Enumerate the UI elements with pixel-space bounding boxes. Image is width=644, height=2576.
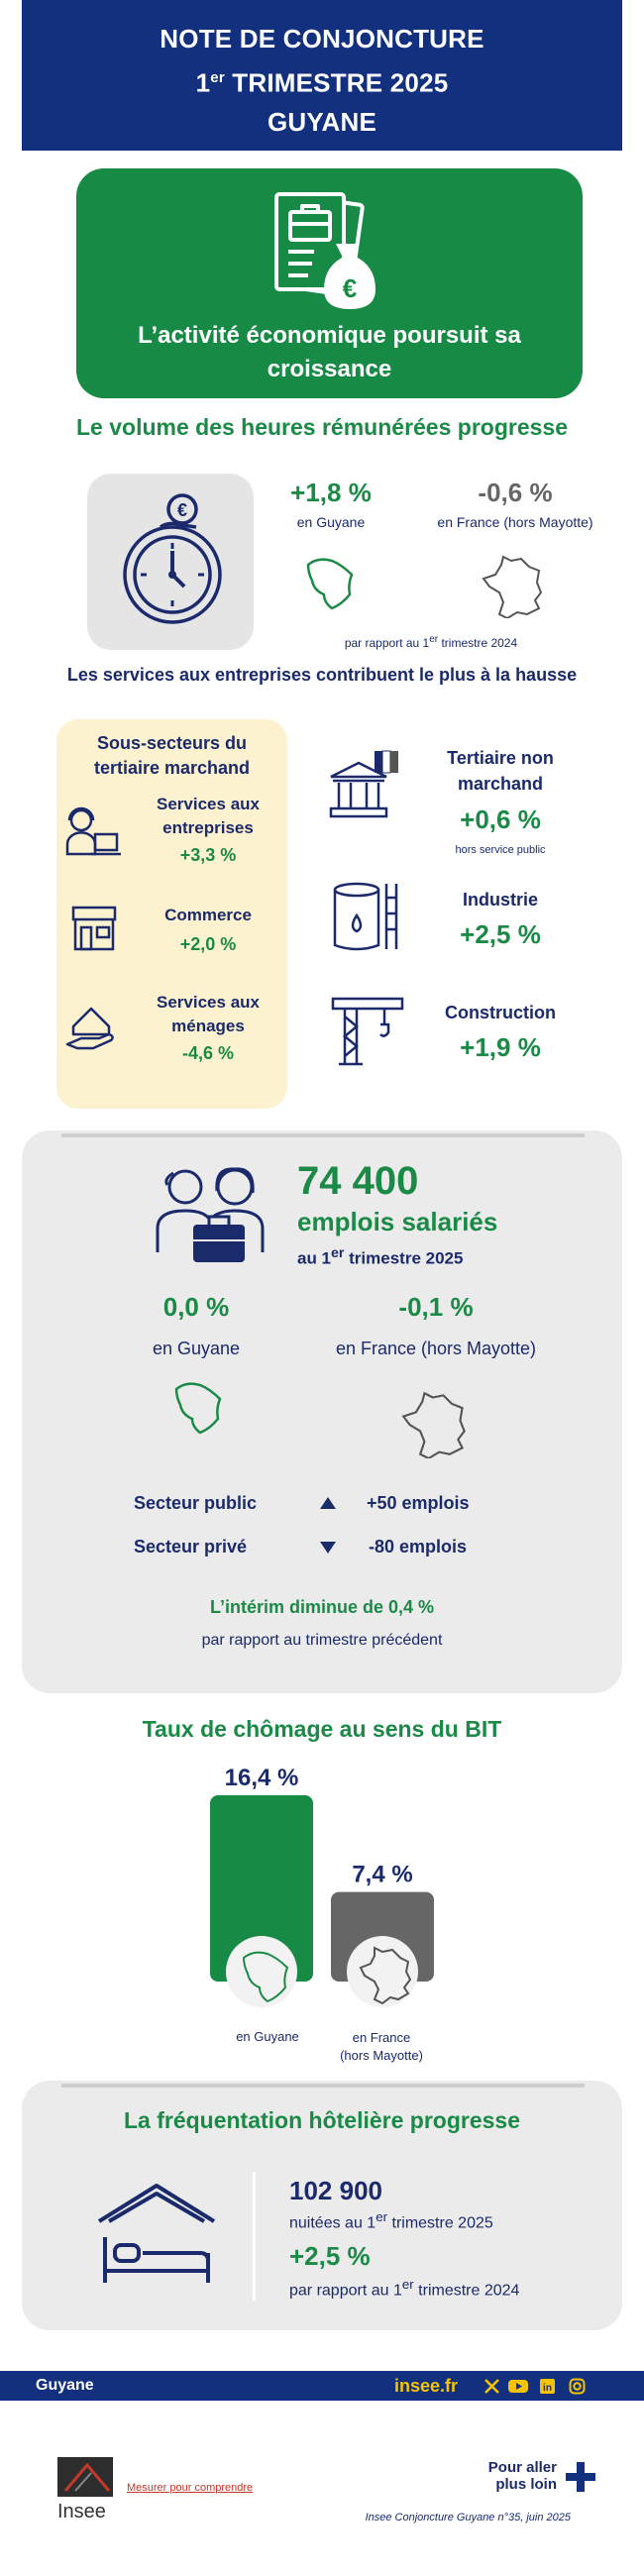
- interim-text: L’intérim diminue de 0,4 %: [209, 1597, 435, 1617]
- crane-icon: [331, 995, 404, 1066]
- svg-text:€: €: [342, 273, 358, 303]
- hand-house-icon: [63, 997, 127, 1060]
- insee-tagline: Mesurer pour comprendre: [127, 2482, 254, 2494]
- unemployment-title: Taux de chômage au sens du BIT: [142, 1716, 502, 1742]
- emp-guyane-block: [109, 1292, 283, 1359]
- footer-region: Guyane: [36, 2377, 94, 2394]
- hotel-nights-label: nuitées au 1er trimestre 2025: [289, 2209, 493, 2232]
- bar-value-label-guyane: 16,4 %: [224, 1765, 299, 1791]
- footer-site-link[interactable]: insee.fr: [394, 2376, 459, 2396]
- activity-banner: [76, 168, 583, 398]
- unemp-guyane-label: en Guyane: [236, 2029, 299, 2044]
- emp-guyane-map-icon: [168, 1379, 228, 1445]
- triangle-up-icon: [319, 1496, 337, 1510]
- emp-france-value: -0,1 %: [398, 1292, 474, 1322]
- tnm-label: Tertiaire non marchand: [447, 748, 554, 794]
- subsector-value-1: +3,3 %: [179, 845, 237, 865]
- emp-france-label: en France (hors Mayotte): [335, 1339, 537, 1358]
- documents-money-icon: [255, 186, 403, 313]
- public-sector-label: Secteur public: [134, 1493, 258, 1513]
- public-sector-value: +50 emplois: [367, 1493, 470, 1513]
- citation: Insee Conjoncture Guyane n°35, juin 2025: [365, 2512, 571, 2523]
- tnm-note: hors service public: [455, 844, 546, 856]
- more-info-link[interactable]: Pour aller plus loin: [487, 2459, 557, 2493]
- insee-logo-text: Insee: [57, 2501, 106, 2522]
- hours-guyane-label: en Guyane: [296, 514, 366, 530]
- employment-period: au 1er trimestre 2025: [297, 1245, 464, 1268]
- industrie-value: +2,5 %: [460, 919, 541, 949]
- subsector-label-2: Commerce: [164, 906, 252, 924]
- banner-title: L’activité économique poursuit sa croissance: [138, 322, 521, 382]
- hotel-box-divider: [61, 2084, 585, 2088]
- subsector-label-3: Services aux ménages: [157, 993, 260, 1035]
- interim-note: par rapport au trimestre précédent: [201, 1632, 443, 1649]
- hours-france-value: -0,6 %: [478, 478, 553, 507]
- hotel-title: La fréquentation hôtelière progresse: [123, 2107, 521, 2133]
- hours-guyane-value: +1,8 %: [290, 478, 372, 507]
- stopwatch-euro-icon: [111, 487, 230, 636]
- private-sector-label: Secteur privé: [134, 1537, 248, 1556]
- header-line-2: 1er TRIMESTRE 2025: [195, 67, 449, 98]
- subsector-value-2: +2,0 %: [179, 934, 237, 954]
- unemp-france-label: en France (hors Mayotte): [340, 2030, 423, 2063]
- emp-france-block: [317, 1292, 555, 1359]
- hours-france-block: [416, 478, 614, 530]
- unemployment-chart: [198, 1754, 446, 2031]
- header-line-1: NOTE DE CONJONCTURE: [160, 24, 484, 54]
- bar-map-badge-france: [347, 1936, 418, 2007]
- x-twitter-icon[interactable]: [483, 2378, 500, 2395]
- plus-icon[interactable]: [565, 2461, 596, 2493]
- triangle-down-icon: [319, 1541, 337, 1555]
- bar-value-label-france: 7,4 %: [352, 1861, 413, 1888]
- hours-note: par rapport au 1er trimestre 2024: [344, 634, 518, 650]
- guyane-map-icon: [300, 555, 360, 614]
- sectors-title: Les services aux entreprises contribuent le plus à la hausse: [66, 665, 578, 685]
- hotel-divider: [253, 2172, 256, 2301]
- construction-value: +1,9 %: [460, 1032, 541, 1062]
- emp-france-map-icon: [398, 1389, 472, 1458]
- svg-text:in: in: [543, 2383, 552, 2394]
- hotel-change: +2,5 %: [289, 2241, 371, 2271]
- insee-logo-icon: [57, 2457, 117, 2499]
- hours-guyane-block: [271, 478, 390, 530]
- linkedin-icon[interactable]: [539, 2378, 556, 2395]
- hotel-bed-icon: [95, 2180, 218, 2289]
- stopwatch-tile: [87, 474, 254, 650]
- page-header: [22, 0, 622, 151]
- svg-text:€: €: [176, 500, 188, 520]
- tank-icon: [329, 880, 400, 955]
- employment-count: 74 400: [297, 1159, 419, 1203]
- shop-icon: [69, 904, 119, 953]
- hours-france-label: en France (hors Mayotte): [437, 514, 593, 530]
- header-line-3: GUYANE: [267, 106, 377, 137]
- youtube-icon[interactable]: [507, 2378, 529, 2395]
- footer-bar: [0, 2371, 644, 2401]
- employment-box-divider: [61, 1133, 585, 1137]
- subsector-title: Sous-secteurs du tertiaire marchand: [93, 733, 251, 778]
- subsector-label-1: Services aux entreprises: [157, 795, 260, 837]
- hotel-change-note: par rapport au 1er trimestre 2024: [289, 2277, 520, 2300]
- subsector-value-3: -4,6 %: [181, 1043, 235, 1063]
- private-sector-value: -80 emplois: [369, 1537, 468, 1556]
- emp-guyane-value: 0,0 %: [162, 1292, 230, 1322]
- hours-title: Le volume des heures rémunérées progresse: [76, 414, 568, 440]
- construction-label: Construction: [445, 1003, 556, 1022]
- call-center-agent-icon: [59, 803, 123, 866]
- hotel-nights: 102 900: [289, 2176, 382, 2205]
- employees-briefcase-icon: [154, 1161, 272, 1270]
- instagram-icon[interactable]: [569, 2378, 586, 2395]
- public-building-icon: [327, 749, 406, 820]
- emp-guyane-label: en Guyane: [152, 1339, 241, 1358]
- tnm-value: +0,6 %: [460, 805, 541, 834]
- employment-label: emplois salariés: [297, 1207, 498, 1236]
- france-map-icon: [480, 553, 547, 618]
- industrie-label: Industrie: [462, 890, 538, 910]
